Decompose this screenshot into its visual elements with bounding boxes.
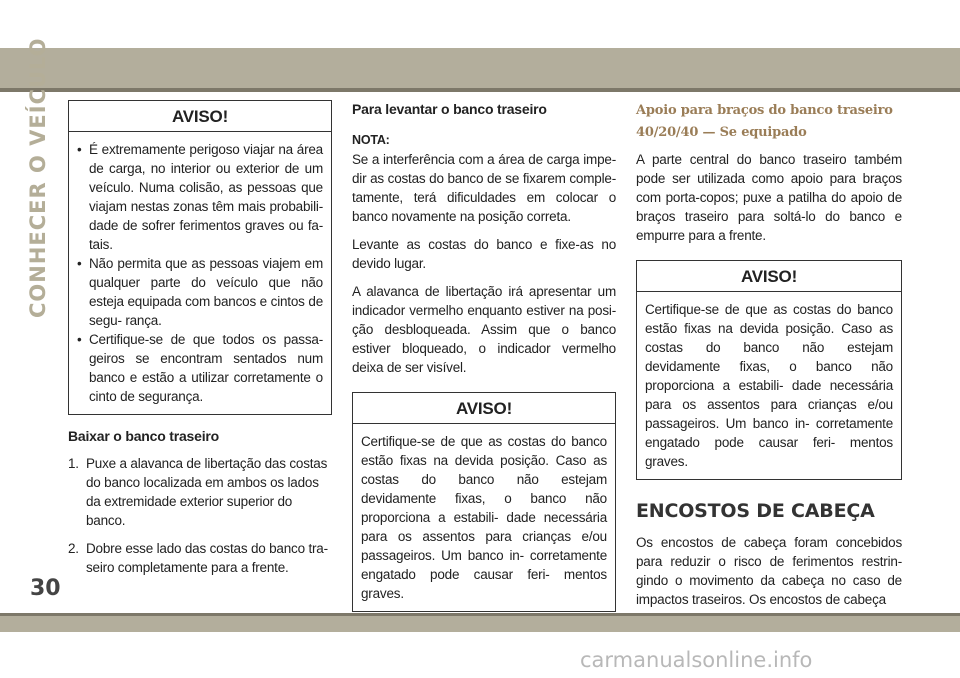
column-1 xyxy=(68,100,332,586)
section-heading: Baixar o banco traseiro xyxy=(68,428,220,444)
warning-body: Certifique-se de que as costas do banco estão fixas na devida posição. Caso as costas do banco não estejam devidamente fixas, o banco não proporciona a estabili- dade necessária para os assentos para crianças e/ou passageiros. Um banco in- corretamente engatado pode causar feri- mentos graves. xyxy=(361,434,607,601)
column-2 xyxy=(352,100,616,612)
paragraph: A alavanca de libertação irá apresentar um indicador vermelho enquanto estiver na posi- ção desbloqueada. Assim que o banco estiver bloqueado, o indicador vermelho deixa de ser visível. xyxy=(352,284,616,375)
section-heading: Apoio para braços do banco traseiro 40/20/40 — Se equipado xyxy=(636,103,893,140)
step-number: 2. xyxy=(68,541,79,556)
step-text: Puxe a alavanca de libertação das costas do banco localizada em ambos os lados da extremidade exterior superior do banco. xyxy=(86,456,328,528)
column-3 xyxy=(636,100,902,618)
warning-box xyxy=(68,100,332,415)
paragraph: Levante as costas do banco e fixe-as no devido lugar. xyxy=(352,237,616,271)
step-item xyxy=(68,539,332,577)
warning-box xyxy=(352,392,616,612)
page-number: 30 xyxy=(30,576,61,601)
paragraph: A parte central do banco traseiro também pode ser utilizada como apoio para braços com porta-copos; puxe a patilha do apoio de braços traseiro para soltá-lo do banco e empurre para a frente. xyxy=(636,152,902,243)
warning-bullet: • É extremamente perigoso viajar na área de carga, no interior ou exterior de um veículo. Numa colisão, as pessoas que viajam nestas zonas têm mais probabili- dade de sofrer ferimentos graves ou fa- tais. xyxy=(77,140,323,254)
section-heading: Para levantar o banco traseiro xyxy=(352,101,547,117)
section-title: ENCOSTOS DE CABEÇA xyxy=(636,500,875,522)
warning-bullet: • Certifique-se de que todos os passa- geiros se encontram sentados num banco e estão a utilizar corretamente o cinto de segurança. xyxy=(77,330,323,406)
step-item xyxy=(68,454,332,530)
warning-box xyxy=(636,260,902,480)
footer-band xyxy=(0,613,960,632)
note-label: NOTA: xyxy=(352,133,390,147)
warning-title: AVISO! xyxy=(637,261,901,292)
paragraph: Os encostos de cabeça foram concebidos para reduzir o risco de ferimentos restrin- gindo o movimento da cabeça no caso de impactos traseiros. Os encostos de cabeça xyxy=(636,535,902,607)
header-rule xyxy=(0,88,960,92)
watermark-text: carmanualsonline.info xyxy=(580,648,813,672)
header-band xyxy=(0,48,960,88)
note-text: Se a interferência com a área de carga impe- dir as costas do banco de se fixarem comple- tamente, terá dificuldades em colocar o banco novamente na posição correta. xyxy=(352,152,616,224)
warning-body: Certifique-se de que as costas do banco estão fixas na devida posição. Caso as costas do banco não estejam devidamente fixas, o banco não proporciona a estabili- dade necessária para os assentos para crianças e/ou passageiros. Um banco in- corretamente engatado pode causar feri- mentos graves. xyxy=(645,302,893,469)
warning-title: AVISO! xyxy=(69,101,331,132)
step-number: 1. xyxy=(68,456,79,471)
chapter-side-title: CONHECER O VEÍCULO xyxy=(26,37,50,318)
warning-body xyxy=(69,132,331,414)
step-text: Dobre esse lado das costas do banco tra- seiro completamente para a frente. xyxy=(86,541,328,575)
warning-title: AVISO! xyxy=(353,393,615,424)
warning-bullet: • Não permita que as pessoas viajem em qualquer parte do veículo que não esteja equipada com bancos e cintos de segu- rança. xyxy=(77,254,323,330)
